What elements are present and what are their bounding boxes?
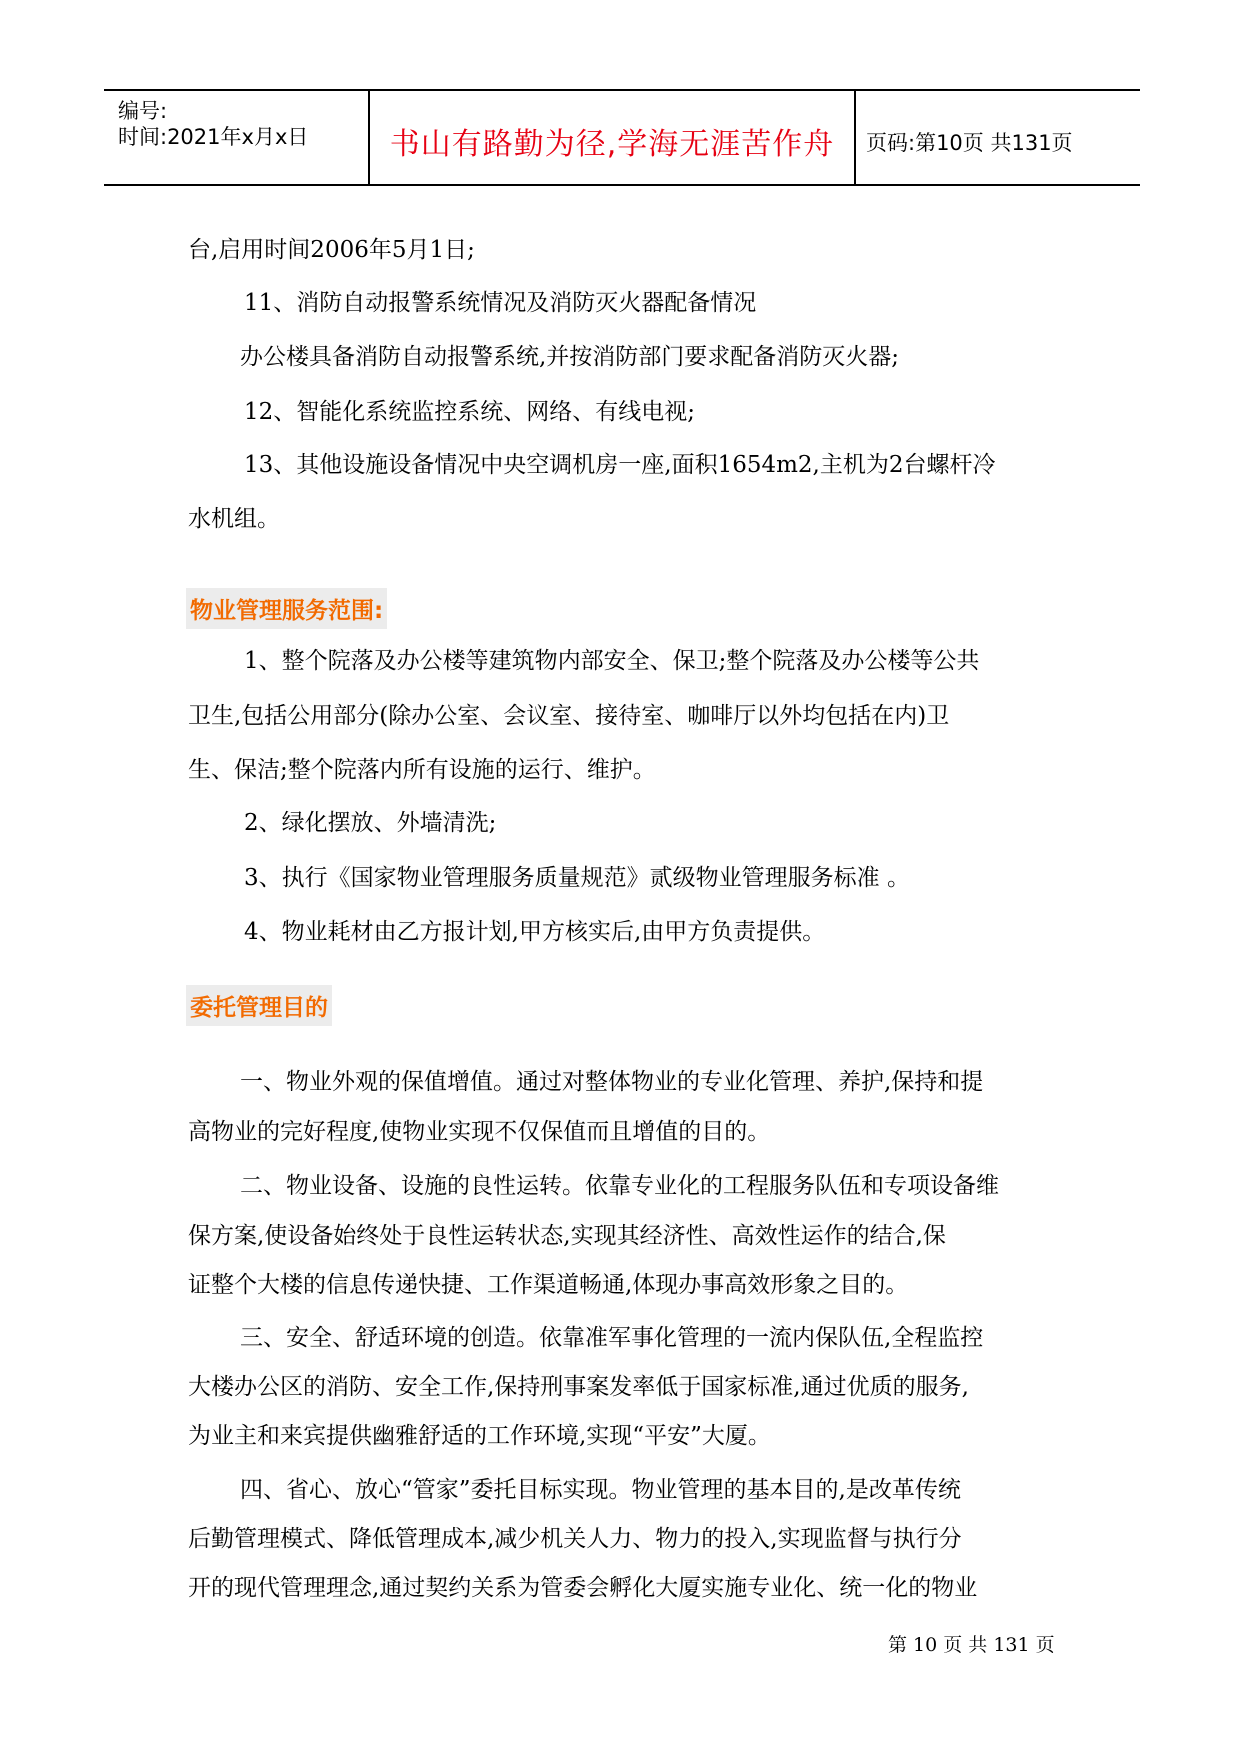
body-line: 后勤管理模式、降低管理成本,减少机关人力、物力的投入,实现监督与执行分 (188, 1526, 962, 1552)
body-line: 大楼办公区的消防、安全工作,保持刑事案发率低于国家标准,通过优质的服务, (188, 1374, 969, 1400)
body-line: 13、其他设施设备情况中央空调机房一座,面积1654m2,主机为2台螺杆冷 (244, 452, 996, 478)
header-left-cell (104, 91, 366, 184)
body-line: 二、物业设备、设施的良性运转。依靠专业化的工程服务队伍和专项设备维 (240, 1173, 999, 1199)
body-line: 生、保洁;整个院落内所有设施的运行、维护。 (188, 757, 656, 783)
body-line: 开的现代管理理念,通过契约关系为管委会孵化大厦实施专业化、统一化的物业 (188, 1575, 978, 1601)
section-heading-management-purpose: 委托管理目的 (186, 985, 332, 1026)
body-line: 11、消防自动报警系统情况及消防灭火器配备情况 (244, 290, 757, 316)
body-line: 四、省心、放心“管家”委托目标实现。物业管理的基本目的,是改革传统 (240, 1477, 961, 1503)
body-line: 保方案,使设备始终处于良性运转状态,实现其经济性、高效性运作的结合,保 (188, 1223, 946, 1249)
body-line: 台,启用时间2006年5月1日; (188, 237, 475, 263)
document-number-label: 编号: (118, 99, 168, 123)
body-line: 证整个大楼的信息传递快捷、工作渠道畅通,体现办事高效形象之目的。 (188, 1272, 909, 1298)
body-line: 卫生,包括公用部分(除办公室、会议室、接待室、咖啡厅以外均包括在内)卫 (188, 703, 950, 729)
body-line: 1、整个院落及办公楼等建筑物内部安全、保卫;整个院落及办公楼等公共 (244, 648, 980, 674)
body-line: 12、智能化系统监控系统、网络、有线电视; (244, 399, 696, 425)
header-slogan: 书山有路勤为径,学海无涯苦作舟 (389, 127, 835, 162)
document-time-label: 时间:2021年x月x日 (118, 125, 309, 149)
body-line: 4、物业耗材由乙方报计划,甲方核实后,由甲方负责提供。 (244, 919, 826, 945)
body-line: 三、安全、舒适环境的创造。依靠准军事化管理的一流内保队伍,全程监控 (240, 1325, 984, 1351)
body-line: 为业主和来宾提供幽雅舒适的工作环境,实现“平安”大厦。 (188, 1423, 771, 1449)
page-header (104, 89, 1140, 186)
section-heading-service-scope: 物业管理服务范围: (186, 588, 387, 629)
body-line: 2、绿化摆放、外墙清洗; (244, 810, 497, 836)
body-line: 水机组。 (188, 506, 280, 532)
body-line: 高物业的完好程度,使物业实现不仅保值而且增值的目的。 (188, 1119, 771, 1145)
page-footer: 第 10 页 共 131 页 (888, 1634, 1055, 1656)
header-slogan-cell (368, 91, 856, 184)
body-line: 一、物业外观的保值增值。通过对整体物业的专业化管理、养护,保持和提 (240, 1069, 984, 1095)
body-line: 3、执行《国家物业管理服务质量规范》贰级物业管理服务标准 。 (244, 865, 910, 891)
header-right-cell (854, 91, 1140, 184)
header-page-label: 页码:第10页 共131页 (866, 131, 1073, 155)
body-line: 办公楼具备消防自动报警系统,并按消防部门要求配备消防灭火器; (240, 344, 900, 370)
